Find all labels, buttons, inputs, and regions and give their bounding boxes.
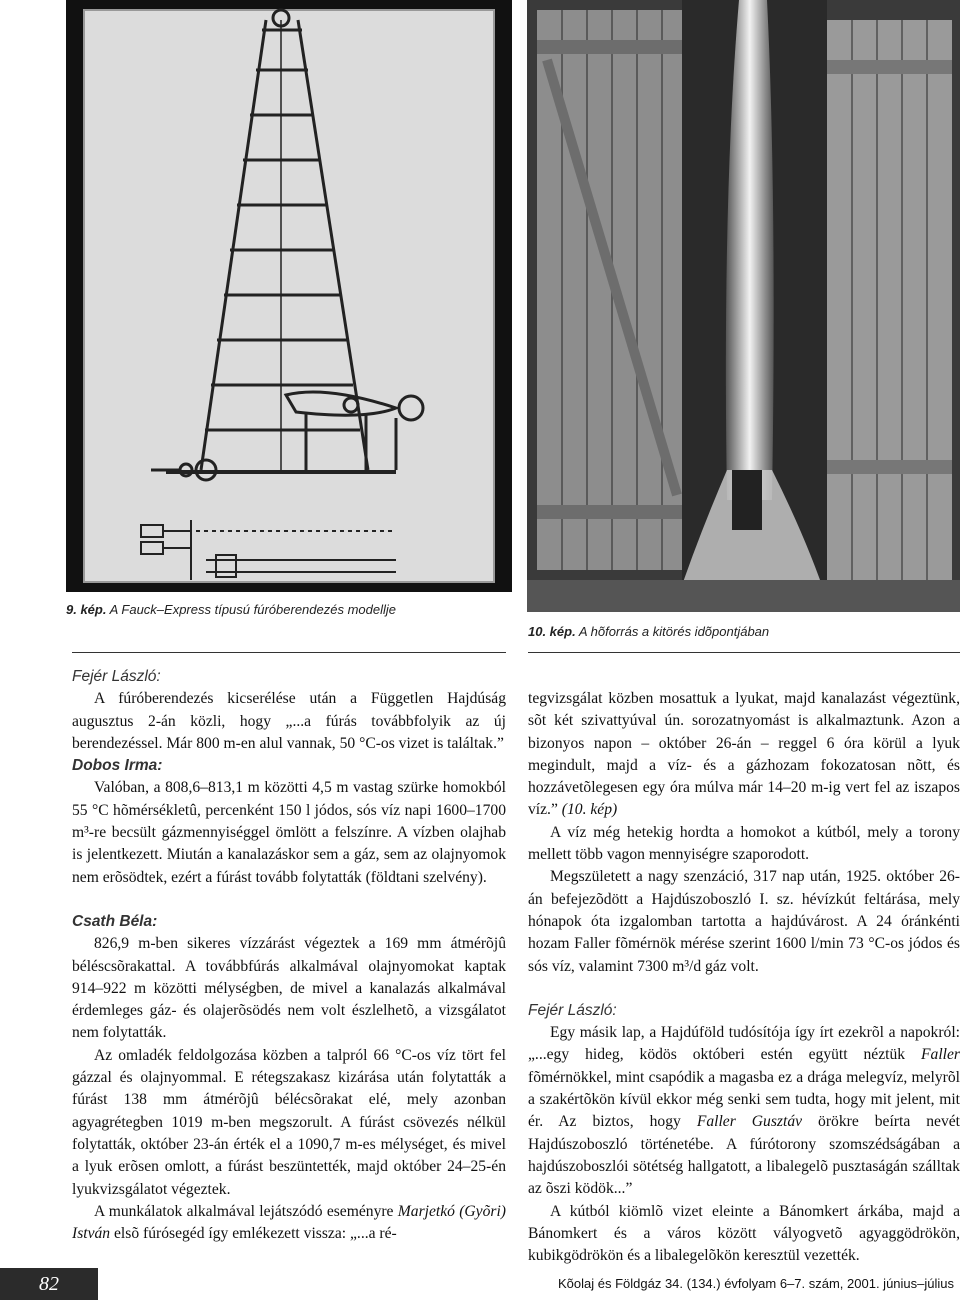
paragraph: Megszületett a nagy szenzáció, 317 nap után, 1925. október 26-án befejezõdött a Hajdúszoboszló I. sz. hévízkút feltárása, mely hónapok óta izgalomban tartotta a hajdúvárost. A 24 óránkénti hozam Faller fõmérnök mérése szerint 1600 l/min 73 °C-os jódos és sós víz, valamint 7300 m³/d gáz volt.: [528, 868, 960, 975]
right-text-column: [528, 688, 960, 1267]
paragraph: A fúróberendezés kicserélése után a Független Hajdúság augusztus 2-án közli, hogy „...a fúrás továbbfolyik az új berendezéssel. Már 800 m-en alul vannak, 50 °C-os vizet is találtak.”: [72, 690, 506, 752]
thermal-spring-eruption-photo: [527, 0, 960, 612]
paragraph-text: tegvizsgálat közben mosattuk a lyukat, majd kanalazást végeztünk, sõt két szivattyúval ún. sorozatnyomást is alkalmaztunk. Azon a bizonyos napon – október 26-án – reggel 6 óra körül a lyuk megindult, majd a víz- és a gázhozam fokozatosan nõtt, és hozzávetõlegesen egy óra múlva már 14–20 m-ig vert fel az iszapos víz.”: [528, 690, 960, 819]
figure-10-caption-text: A hõforrás a kitörés idõpontjában: [575, 624, 770, 639]
speaker-name: Dobos Irma:: [72, 757, 163, 775]
speaker-name: Fejér László:: [72, 668, 161, 685]
paragraph: A kútból kiömlõ vizet eleinte a Bánomkert árkába, majd a Bánomkert és a város között vályogvetõ agyaggödrökön, kubikgödrökön és a libalegelõkön keresztül vezették.: [528, 1202, 960, 1265]
paragraph-text: Egy másik lap, a Hajdúföld tudósítója így írt ezekrõl a napokról: „...egy hideg, ködös októberi estén együtt néztük: [528, 1024, 960, 1064]
figure-10-caption-label: 10. kép.: [528, 624, 576, 639]
left-column-rule: [72, 652, 506, 653]
page-number: 82: [0, 1268, 98, 1300]
person-name: Faller: [921, 1046, 960, 1064]
paragraph: [528, 1022, 960, 1200]
paragraph: [528, 688, 960, 822]
left-text-column: [72, 666, 506, 1245]
right-column-rule: [528, 652, 960, 653]
paragraph-text: A munkálatok alkalmával lejátszódó eseményre: [94, 1202, 398, 1220]
paragraph-text: fõmérnökkel, mint csapódik a magasba ez a drága melegvíz, melyrõl a szakértõkön kívül ekkor még senki sem tudta, hogy mit jelent, mit ér. Az biztos, hogy: [528, 1068, 960, 1131]
figure-9-caption: [66, 602, 396, 617]
figure-9-caption-label: 9. kép.: [66, 602, 107, 617]
paragraph: A víz még hetekig hordta a homokot a kútból, mely a torony mellett több vagon mennyiségre szaporodott.: [528, 823, 960, 864]
paragraph-text: örökre beírta nevét Hajdúszoboszló történetébe. A fúrótorony szomszédságában a hajdúszoboszlói sötétség hallgatott, a libalegelõ pusztaságán szálltak az õszi ködök...”: [528, 1113, 960, 1198]
drilling-rig-illustration: [66, 0, 512, 592]
person-name: Marjetkó (Gyõri) István: [72, 1202, 506, 1243]
figure-reference: (10. kép): [561, 801, 618, 819]
paragraph: 826,9 m-ben sikeres vízzárást végeztek a 169 mm átmérõjû béléscsõrakattal. A továbbfúrás alkalmával olajnyomokat kaptak 914–922 m közötti mélységben, de mivel a kanalazás alkalmával érdemleges gáz- és olajerõsödés nem volt észlelhetõ, a vizsgálatot nem folytatták.: [72, 935, 506, 1042]
speaker-name: Fejér László:: [528, 1001, 617, 1019]
figure-9-caption-text: A Fauck–Express típusú fúróberendezés modellje: [106, 602, 396, 617]
paragraph: Valóban, a 808,6–813,1 m közötti 4,5 m vastag szürke homokból 55 °C hõmérsékletû, percenként 150 l jódos, sós víz napi 1600–1700 m³-re becsült gázmennyiséggel ömlött a felszínre. A vízben olajhab is jelentkezett. Miután a kanalazáskor sem a gáz, sem az olajnyomok nem erõsödtek, ezért a fúrást tovább folytatták (földtani szelvény).: [72, 779, 506, 886]
figure-drilling-rig-drawing: [66, 0, 512, 592]
paragraph: Az omladék feldolgozása közben a talpról 66 °C-os víz tört fel gázzal és olajnyommal. E rétegszakasz kizárása után folytatták a fúrást 138 mm átmérõjû bélécsõrakat elé, mely azonban agyagrétegben 1019 m-ben megszorult. A fúrást csövezés nélkül folytatták, október 23-án érték el a 1090,7 m-es mélységet, és mivel a lyuk erõsen omlott, a fúrást beszüntették, majd október 24–25-én lyukvizsgálatot végeztek.: [72, 1046, 506, 1198]
paragraph: [72, 1201, 506, 1246]
figure-10-caption: [528, 624, 769, 639]
journal-footer: Kõolaj és Földgáz 34. (134.) évfolyam 6–7. szám, 2001. június–július: [558, 1276, 954, 1291]
speaker-name: Csath Béla:: [72, 912, 158, 930]
person-name: Faller Gusztáv: [696, 1113, 803, 1131]
paragraph-text: elsõ fúrósegéd így emlékezett vissza: „...a ré-: [110, 1225, 397, 1243]
figure-thermal-spring-photo: [527, 0, 960, 612]
